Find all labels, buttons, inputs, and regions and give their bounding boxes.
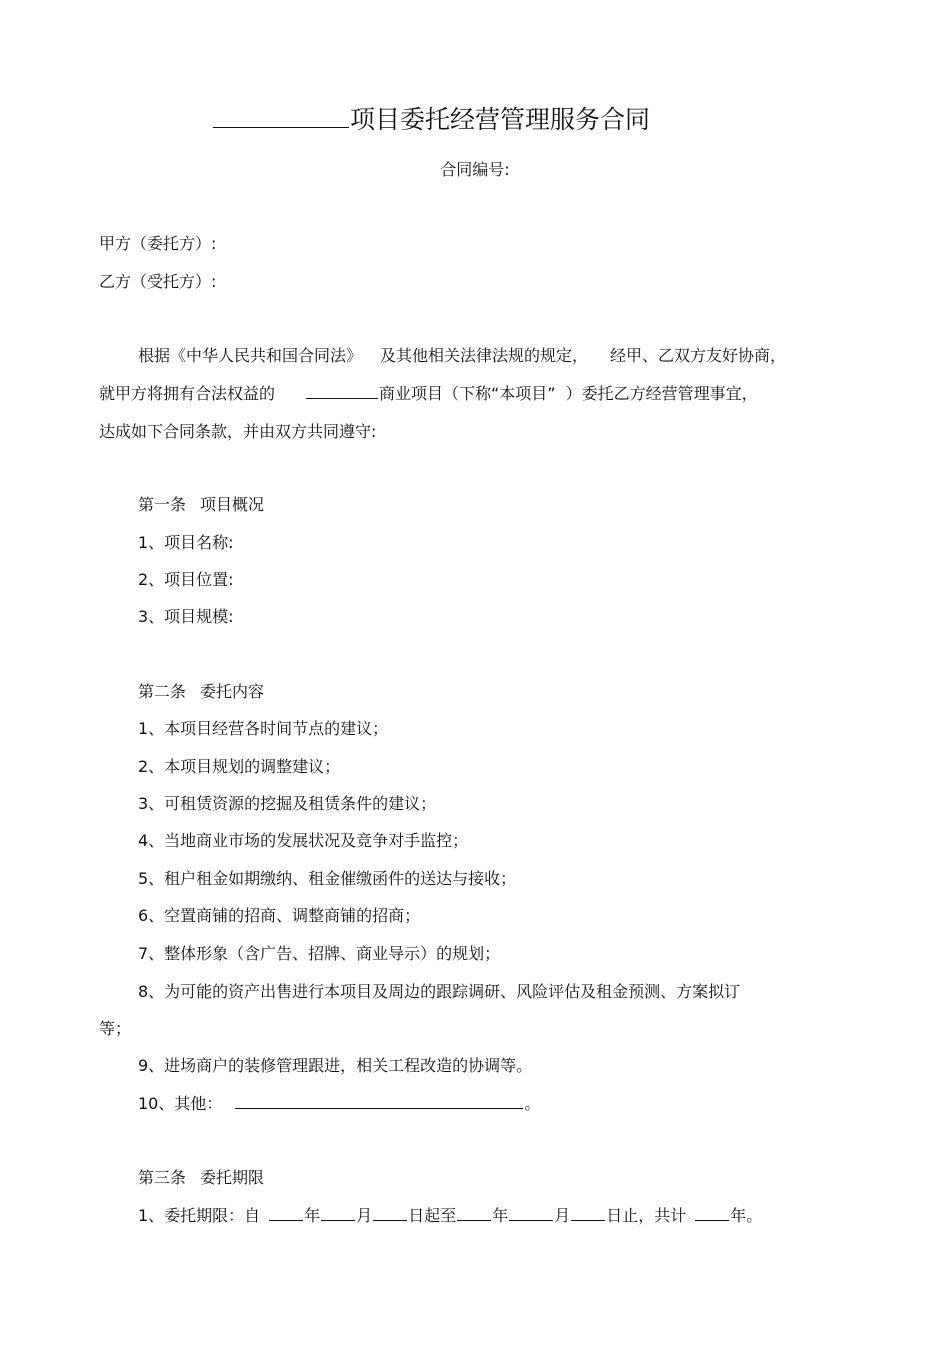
intro-line-1-b: 及其他相关法律法规的规定， (380, 346, 589, 365)
intro-line-2 (99, 384, 758, 404)
article-2-item-2: 2、本项目规划的调整建议； (138, 757, 341, 776)
title-text: 项目委托经营管理服务合同 (350, 105, 651, 134)
article-2-item-1: 1、本项目经营各时间节点的建议； (138, 719, 389, 738)
article-2-item-7: 7、整体形象（含广告、招牌、商业导示）的规划； (138, 944, 501, 963)
article-1-number: 第一条 (138, 495, 187, 514)
party-b-label: 乙方（受托方）: (99, 272, 217, 291)
item-10-label: 10、其他： (138, 1094, 223, 1113)
article-1-item-3: 3、项目规模: (138, 607, 234, 626)
article-2-item-5: 5、租户租金如期缴纳、租金催缴函件的送达与接收； (138, 869, 517, 888)
term-year-end: 年。 (730, 1206, 763, 1225)
intro-line-2-c: ）委托乙方经营管理事宜， (565, 384, 758, 403)
article-3-number: 第三条 (138, 1168, 187, 1187)
article-2-item-8: 8、为可能的资产出售进行本项目及周边的跟踪调研、风险评估及租金预测、方案拟订 (138, 982, 741, 1001)
intro-line-2-a: 就甲方将拥有合法权益的 (99, 384, 276, 403)
article-2-item-8-cont: 等； (99, 1019, 132, 1038)
project-name-blank (306, 397, 378, 399)
title-blank (213, 126, 349, 128)
article-2-item-9: 9、进场商户的装修管理跟进，相关工程改造的协调等。 (138, 1056, 533, 1075)
contract-number-label: 合同编号: (440, 160, 510, 179)
article-2-heading (138, 682, 264, 702)
article-3-title: 委托期限 (200, 1168, 265, 1187)
start-month-blank (321, 1219, 355, 1221)
party-a-label: 甲方（委托方）: (99, 234, 217, 253)
term-year-2: 年 (492, 1206, 509, 1225)
end-month-blank (509, 1219, 553, 1221)
start-year-blank (269, 1219, 303, 1221)
intro-line-1-c: 经甲、乙双方友好协商， (610, 346, 787, 365)
article-1-item-1: 1、项目名称: (138, 533, 234, 552)
term-month-1: 月 (356, 1206, 373, 1225)
article-2-item-4: 4、当地商业市场的发展状况及竞争对手监控； (138, 831, 469, 850)
article-1-title: 项目概况 (200, 495, 265, 514)
intro-line-2-b: 商业项目（下称“本项目” (379, 384, 556, 403)
article-2-item-10 (138, 1094, 540, 1114)
term-month-2: 月 (554, 1206, 571, 1225)
total-years-blank (695, 1219, 729, 1221)
intro-line-3: 达成如下合同条款，并由双方共同遵守: (99, 422, 377, 441)
document-title (212, 104, 650, 136)
term-day-to: 日止，共计 (606, 1206, 687, 1225)
start-day-blank (373, 1219, 407, 1221)
item-10-blank (235, 1107, 523, 1109)
article-2-item-3: 3、可租赁资源的挖掘及租赁条件的建议； (138, 794, 437, 813)
end-year-blank (457, 1219, 491, 1221)
article-2-item-6: 6、空置商铺的招商、调整商铺的招商； (138, 906, 421, 925)
item-10-end: 。 (524, 1094, 541, 1113)
intro-line-1-a: 根据《中华人民共和国合同法》 (138, 346, 363, 365)
article-2-number: 第二条 (138, 682, 187, 701)
term-year-1: 年 (304, 1206, 321, 1225)
article-3-heading (138, 1168, 264, 1188)
article-3-term (138, 1206, 762, 1226)
article-2-title: 委托内容 (200, 682, 265, 701)
intro-line-1 (138, 346, 786, 366)
article-1-heading (138, 495, 264, 515)
article-1-item-2: 2、项目位置: (138, 570, 234, 589)
term-label: 1、委托期限：自 (138, 1206, 261, 1225)
term-day-from: 日起至 (408, 1206, 457, 1225)
end-day-blank (571, 1219, 605, 1221)
